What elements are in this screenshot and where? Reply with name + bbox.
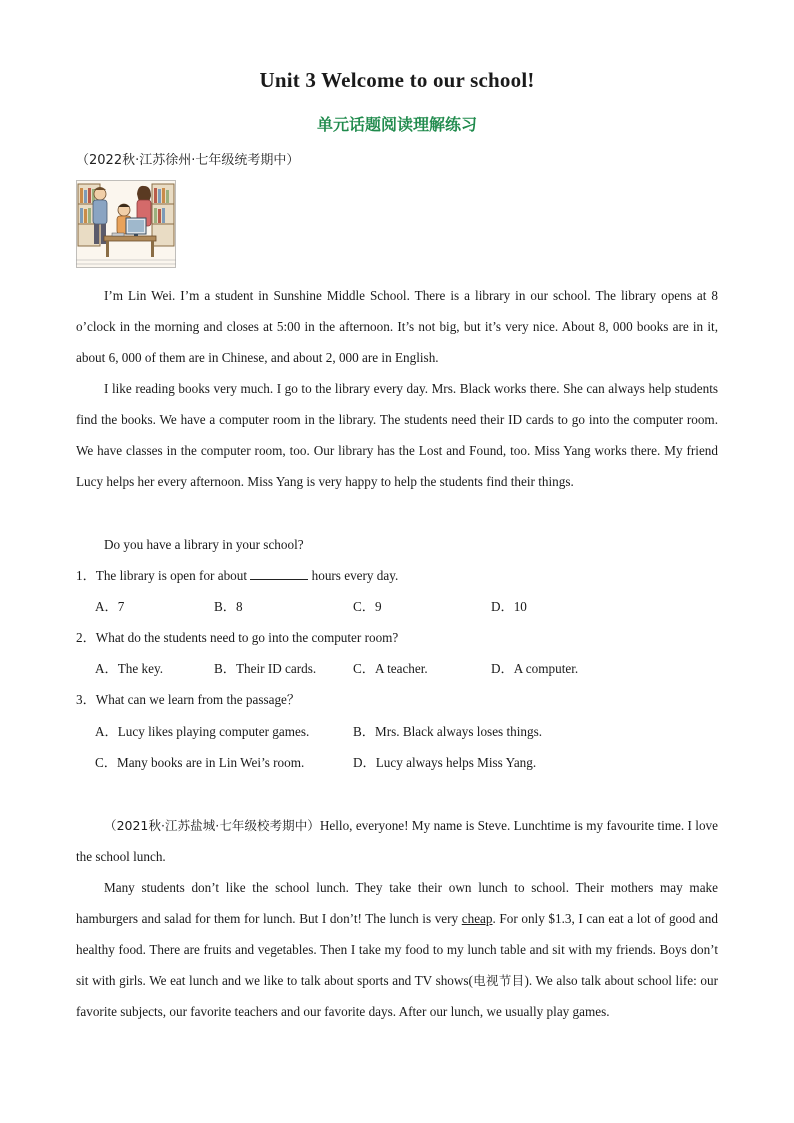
page-subtitle: 单元话题阅读理解练习 <box>316 115 477 134</box>
library-illustration <box>76 180 176 268</box>
passage1-paragraph-1: I’m Lin Wei. I’m a student in Sunshine Middle School. There is a library in our school. The library opens at 8 o’clock in the morning and closes at 5:00 in the afternoon. It’s not big, but it’s very nice. About 8, 000 books are in it, about 6, 000 of them are in Chinese, and about 2, 000 are in English. <box>76 288 718 365</box>
question-3-option-d[interactable]: D．Lucy always helps Miss Yang. <box>353 755 537 770</box>
passage1-paragraph-2: I like reading books very much. I go to the library every day. Mrs. Black works there. She can always help students find the books. We have a computer room in the library. The students need their ID cards to go into the computer room. We have classes in the computer room, too. Our library has the Lost and Found, too. Miss Yang works there. My friend Lucy helps her every afternoon. Miss Yang is very happy to help the students find their things. <box>76 381 718 489</box>
question-1 <box>76 566 398 586</box>
passage2-paragraph-1-text: Hello, everyone! My name is Steve. Lunchtime is my favourite time. I love the school lunch. <box>76 818 718 864</box>
question-2-option-a[interactable]: A．The key. <box>95 661 163 676</box>
passage2-paragraph-2-part-a: Many students don’t like the school lunch. They take their own lunch to school. Their mothers may make hamburgers and salad for them for lunch. But I don’t! The lunch is very <box>76 880 718 926</box>
question-1-option-b[interactable]: B．8 <box>214 599 243 614</box>
chinese-gloss: 电视节目 <box>472 973 525 988</box>
passage1-paragraph-3: Do you have a library in your school? <box>104 537 304 552</box>
question-3-option-b[interactable]: B．Mrs. Black always loses things. <box>353 724 543 739</box>
question-1-option-c[interactable]: C．9 <box>353 599 382 614</box>
passage2-paragraph-2-part-b: . For only $1.3, I can eat a lot of good and healthy food. There are fruits and vegetables. Then I take my food to my lunch table and sit with my friends. Boys don’t sit with girls. We eat lunch and we like to talk about sports and TV shows( <box>76 911 718 988</box>
question-1-stem-end: hours every day. <box>308 568 399 583</box>
question-1-option-d[interactable]: D．10 <box>491 599 527 614</box>
question-1-option-a[interactable]: A．7 <box>95 599 125 614</box>
question-2-option-d[interactable]: D．A computer. <box>491 661 579 676</box>
passage2-source: （2021秋·江苏盐城·七年级校考期中） <box>104 818 320 833</box>
passage1-source: （2022秋·江苏徐州·七年级统考期中） <box>76 153 300 168</box>
passage2-paragraph-2 <box>76 872 718 1027</box>
question-2-stem: 2．What do the students need to go into the computer room? <box>76 630 399 645</box>
question-2-option-c[interactable]: C．A teacher. <box>353 661 428 676</box>
passage2-paragraph-2-part-c: ). We also talk about school life: our favorite subjects, our favorite teachers and our favorite days. After our lunch, we usually play games. <box>76 973 718 1019</box>
question-1-stem-start: 1．The library is open for about <box>76 568 251 583</box>
underlined-word: cheap <box>461 911 493 926</box>
page-title: Unit 3 Welcome to our school! <box>259 68 535 92</box>
question-3-option-c[interactable]: C．Many books are in Lin Wei’s room. <box>95 755 305 770</box>
question-3-stem: 3．What can we learn from the passage？ <box>76 692 301 707</box>
passage2-paragraph-1 <box>76 810 718 872</box>
question-2-option-b[interactable]: B．Their ID cards. <box>214 661 317 676</box>
question-3-option-a[interactable]: A．Lucy likes playing computer games. <box>95 724 310 739</box>
answer-blank[interactable] <box>250 566 308 580</box>
